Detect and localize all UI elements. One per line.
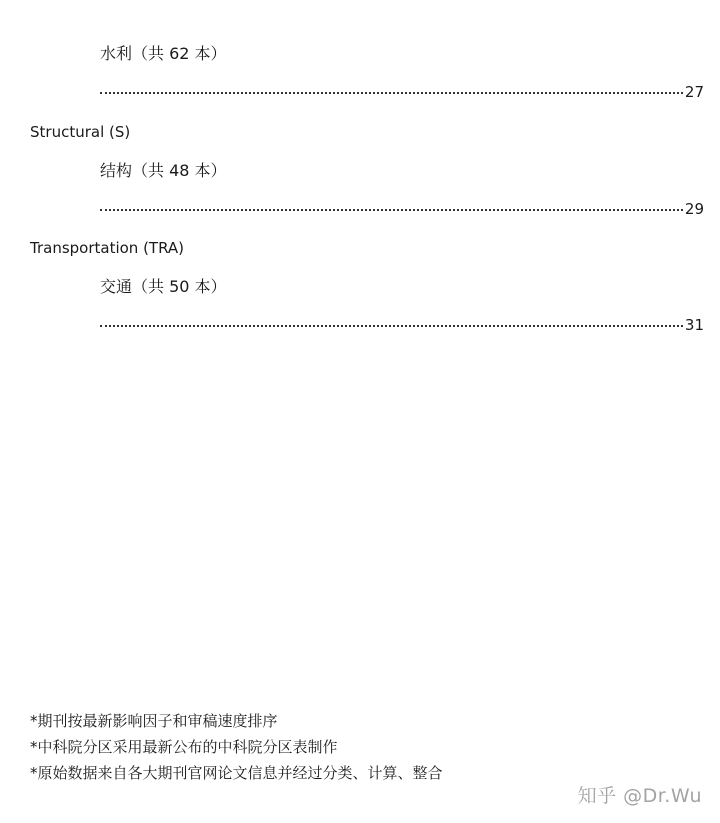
toc-dot-leader (100, 209, 683, 211)
footnote-sort-order: *期刊按最新影响因子和审稿速度排序 (30, 712, 278, 730)
toc-leader-line-transportation[interactable] (100, 315, 704, 335)
toc-dot-leader (100, 325, 683, 327)
toc-entry-title-structure[interactable]: 结构（共 48 本） (100, 161, 227, 180)
footnote-data-source: *原始数据来自各大期刊官网论文信息并经过分类、计算、整合 (30, 764, 443, 782)
toc-entry-title-water[interactable]: 水利（共 62 本） (100, 44, 227, 63)
toc-entry-title-transportation[interactable]: 交通（共 50 本） (100, 277, 227, 296)
toc-page-number: 29 (684, 200, 704, 218)
toc-page-number: 27 (684, 83, 704, 101)
toc-leader-line-water[interactable] (100, 82, 704, 102)
footnote-cas-partition: *中科院分区采用最新公布的中科院分区表制作 (30, 738, 338, 756)
toc-dot-leader (100, 92, 683, 94)
toc-section-structural[interactable]: Structural (S) (30, 123, 131, 141)
toc-leader-line-structure[interactable] (100, 199, 704, 219)
toc-section-transportation[interactable]: Transportation (TRA) (30, 239, 185, 257)
toc-page-number: 31 (684, 316, 704, 334)
zhihu-watermark: 知乎 @Dr.Wu (577, 785, 702, 807)
